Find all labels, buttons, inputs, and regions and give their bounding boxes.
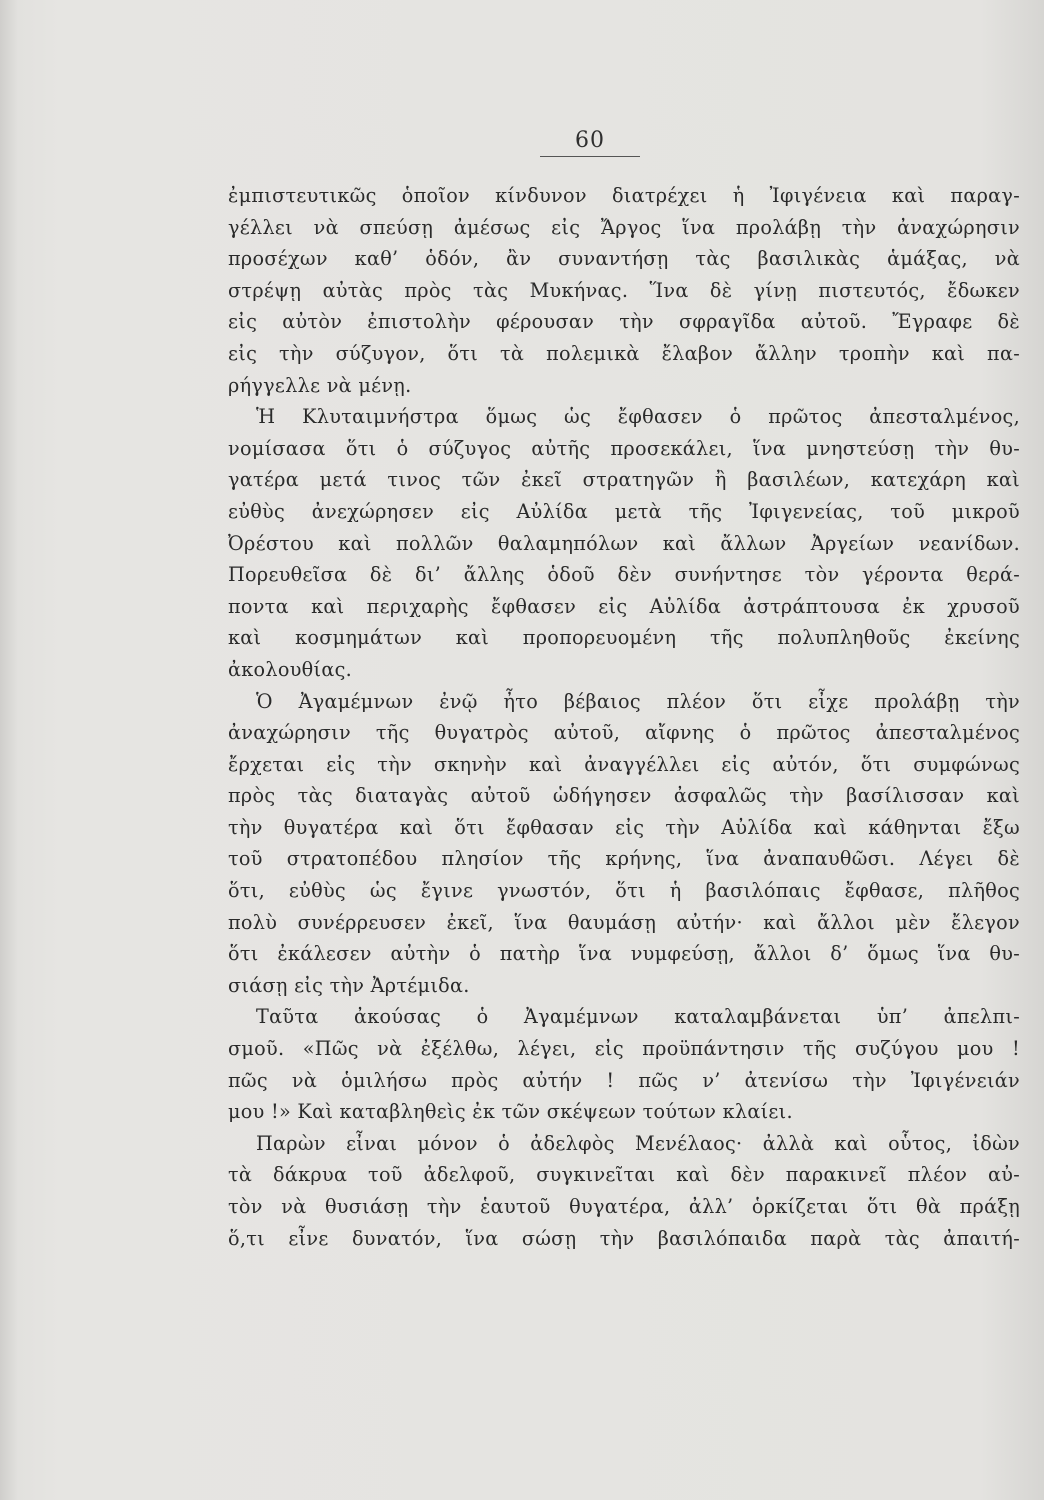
header-rule xyxy=(540,156,640,157)
text-line: καὶ κοσμημάτων καὶ προπορευομένη τῆς πολυπληθοῦς ἐκείνης xyxy=(228,626,1020,650)
text-line: σιάσῃ εἰς τὴν Ἀρτέμιδα. xyxy=(228,973,470,997)
text-line: μου !» Καὶ καταβληθεὶς ἐκ τῶν σκέψεων τούτων κλαίει. xyxy=(228,1100,793,1124)
text-line: ὅτι ἐκάλεσεν αὐτὴν ὁ πατὴρ ἵνα νυμφεύσῃ, ἄλλοι δ’ ὅμως ἵνα θυ- xyxy=(228,942,1020,966)
text-line: τὴν θυγατέρα καὶ ὅτι ἔφθασαν εἰς τὴν Αὐλίδα καὶ κάθηνται ἔξω xyxy=(228,815,1020,839)
text-line: Πορευθεῖσα δὲ δι’ ἄλλης ὁδοῦ δὲν συνήντησε τὸν γέροντα θερά- xyxy=(228,563,1020,587)
text-line: σμοῦ. «Πῶς νὰ ἐξέλθω, λέγει, εἰς προϋπάντησιν τῆς συζύγου μου ! xyxy=(228,1037,1020,1061)
text-line: ὅ,τι εἶνε δυνατόν, ἵνα σώσῃ τὴν βασιλόπαιδα παρὰ τὰς ἀπαιτή- xyxy=(228,1226,1020,1250)
text-line: ἔρχεται εἰς τὴν σκηνὴν καὶ ἀναγγέλλει εἰς αὐτόν, ὅτι συμφώνως xyxy=(228,752,1020,776)
text-line: Ὁ Ἀγαμέμνων ἐνῷ ἦτο βέβαιος πλέον ὅτι εἶχε προλάβῃ τὴν xyxy=(256,689,1020,713)
text-line: ρήγγελλε νὰ μένῃ. xyxy=(228,373,412,397)
text-line: ὅτι, εὐθὺς ὡς ἔγινε γνωστόν, ὅτι ἡ βασιλόπαις ἔφθασε, πλῆθος xyxy=(228,879,1020,903)
text-line: γέλλει νὰ σπεύσῃ ἀμέσως εἰς Ἄργος ἵνα προλάβῃ τὴν ἀναχώρησιν xyxy=(228,215,1020,239)
text-line: εἰς αὐτὸν ἐπιστολὴν φέρουσαν τὴν σφραγῖδα αὐτοῦ. Ἔγραφε δὲ xyxy=(228,310,1020,334)
text-line: νομίσασα ὅτι ὁ σύζυγος αὐτῆς προσεκάλει, ἵνα μνηστεύσῃ τὴν θυ- xyxy=(228,436,1020,460)
text-line: τὸν νὰ θυσιάσῃ τὴν ἑαυτοῦ θυγατέρα, ἀλλ’ ὁρκίζεται ὅτι θὰ πράξῃ xyxy=(228,1195,1020,1218)
text-line: πολὺ συνέρρευσεν ἐκεῖ, ἵνα θαυμάσῃ αὐτήν· καὶ ἄλλοι μὲν ἔλεγον xyxy=(228,910,1020,934)
text-line: προσέχων καθ’ ὁδόν, ἂν συναντήσῃ τὰς βασιλικὰς ἁμάξας, νὰ xyxy=(228,247,1020,271)
page-number: 60 xyxy=(575,128,605,153)
text-line: εὐθὺς ἀνεχώρησεν εἰς Αὐλίδα μετὰ τῆς Ἰφιγενείας, τοῦ μικροῦ xyxy=(228,499,1020,523)
text-line: πῶς νὰ ὁμιλήσω πρὸς αὐτήν ! πῶς ν’ ἀτενίσω τὴν Ἰφιγένειάν xyxy=(228,1068,1020,1092)
text-line: ποντα καὶ περιχαρὴς ἔφθασεν εἰς Αὐλίδα ἀστράπτουσα ἐκ χρυσοῦ xyxy=(228,594,1020,618)
text-line: στρέψῃ αὐτὰς πρὸς τὰς Μυκήνας. Ἵνα δὲ γίνῃ πιστευτός, ἔδωκεν xyxy=(228,278,1020,302)
text-line: ἐμπιστευτικῶς ὁποῖον κίνδυνον διατρέχει ἡ Ἰφιγένεια καὶ παραγ- xyxy=(228,184,1020,207)
text-line: Ταῦτα ἀκούσας ὁ Ἀγαμέμνων καταλαμβάνεται ὑπ’ ἀπελπι- xyxy=(256,1005,1020,1029)
text-line: εἰς τὴν σύζυγον, ὅτι τὰ πολεμικὰ ἔλαβον ἄλλην τροπὴν καὶ πα- xyxy=(228,341,1020,365)
text-line: ἀναχώρησιν τῆς θυγατρὸς αὐτοῦ, αἴφνης ὁ πρῶτος ἀπεσταλμένος xyxy=(228,721,1020,745)
text-line: πρὸς τὰς διαταγὰς αὐτοῦ ὡδήγησεν ἀσφαλῶς τὴν βασίλισσαν καὶ xyxy=(228,784,1020,808)
text-line: τοῦ στρατοπέδου πλησίον τῆς κρήνης, ἵνα ἀναπαυθῶσι. Λέγει δὲ xyxy=(228,847,1020,871)
text-line: ἀκολουθίας. xyxy=(228,657,353,681)
text-line: Ὀρέστου καὶ πολλῶν θαλαμηπόλων καὶ ἄλλων Ἀργείων νεανίδων. xyxy=(228,531,1020,555)
text-line: Ἡ Κλυταιμνήστρα ὅμως ὡς ἔφθασεν ὁ πρῶτος ἀπεσταλμένος, xyxy=(256,405,1020,429)
text-line: Παρὼν εἶναι μόνον ὁ ἀδελφὸς Μενέλαος· ἀλλὰ καὶ οὗτος, ἰδὼν xyxy=(256,1131,1020,1155)
text-line: τὰ δάκρυα τοῦ ἀδελφοῦ, συγκινεῖται καὶ δὲν παρακινεῖ πλέον αὐ- xyxy=(228,1163,1020,1187)
body-text xyxy=(228,180,1020,1254)
text-line: γατέρα μετά τινος τῶν ἐκεῖ στρατηγῶν ἢ βασιλέων, κατεχάρη καὶ xyxy=(228,468,1020,492)
